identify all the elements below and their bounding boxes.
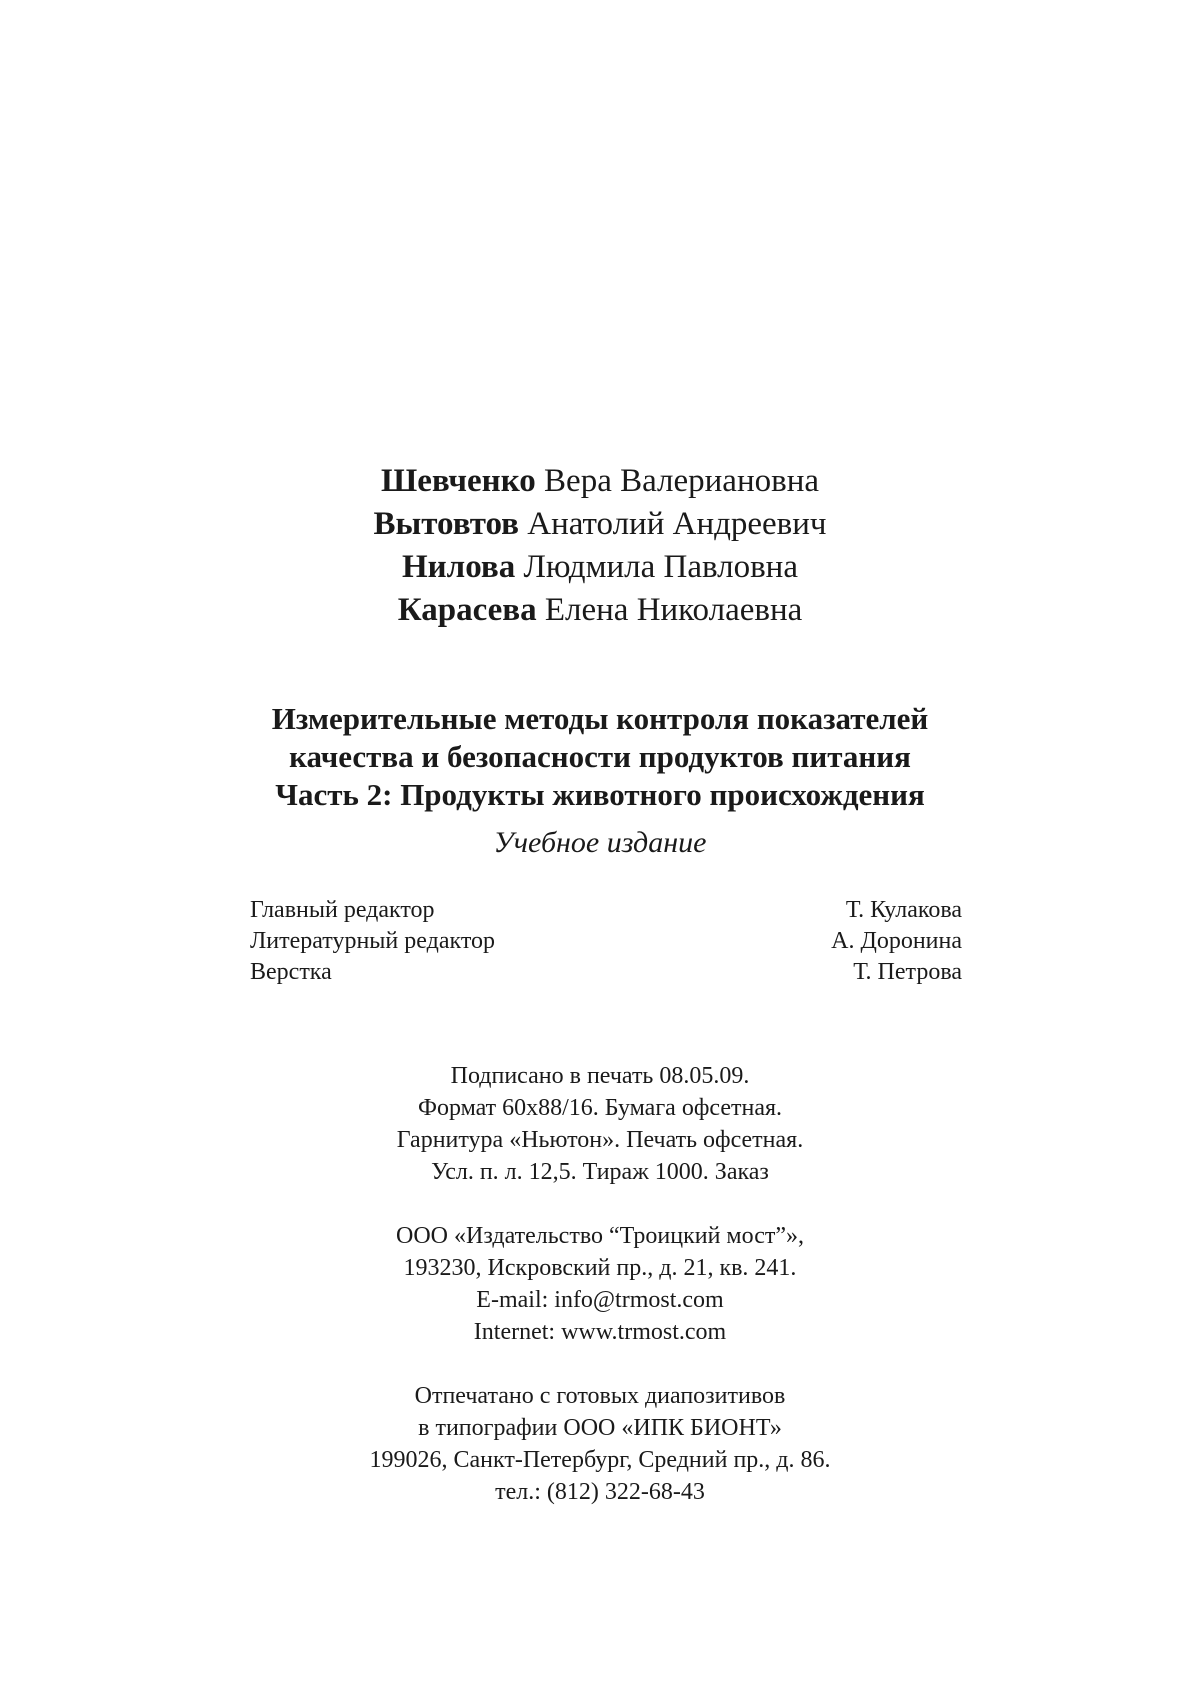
author-line — [0, 460, 1200, 503]
title-line: Часть 2: Продукты животного происхождения — [275, 777, 925, 812]
printer-info — [0, 1380, 1200, 1508]
author-line — [0, 546, 1200, 589]
staff-name: Т. Кулакова — [845, 897, 962, 923]
staff-name: Т. Петрова — [853, 959, 962, 985]
title-line: качества и безопасности продуктов питания — [289, 739, 911, 774]
author-given-names: Вера Валериановна — [544, 463, 820, 499]
editorial-staff — [250, 895, 962, 988]
publisher-info — [0, 1220, 1200, 1348]
staff-row — [250, 895, 962, 926]
publisher-email: E-mail: info@trmost.com — [476, 1287, 724, 1313]
print-detail-line: Гарнитура «Ньютон». Печать офсетная. — [396, 1127, 804, 1153]
author-line — [0, 503, 1200, 546]
author-list — [0, 460, 1200, 632]
publisher-website: Internet: www.trmost.com — [473, 1319, 727, 1345]
staff-role: Верстка — [250, 959, 332, 985]
publisher-line: 193230, Искровский пр., д. 21, кв. 241. — [403, 1255, 797, 1281]
author-surname: Шевченко — [380, 463, 536, 499]
print-detail-line: Подписано в печать 08.05.09. — [450, 1063, 750, 1089]
publisher-line: ООО «Издательство “Троицкий мост”», — [396, 1223, 804, 1249]
author-surname: Нилова — [402, 549, 516, 585]
author-surname: Карасева — [397, 592, 537, 628]
printer-phone: тел.: (812) 322-68-43 — [495, 1479, 705, 1505]
staff-role: Главный редактор — [250, 897, 435, 923]
staff-name: А. Доронина — [831, 928, 962, 954]
author-given-names: Елена Николаевна — [544, 592, 803, 628]
staff-row — [250, 926, 962, 957]
author-surname: Вытовтов — [373, 506, 519, 542]
book-title — [0, 700, 1200, 814]
print-detail-line: Формат 60x88/16. Бумага офсетная. — [417, 1095, 783, 1121]
imprint — [0, 1060, 1200, 1540]
author-given-names: Людмила Павловна — [523, 549, 798, 585]
print-details — [0, 1060, 1200, 1188]
print-detail-line: Усл. п. л. 12,5. Тираж 1000. Заказ — [431, 1159, 769, 1185]
staff-row — [250, 957, 962, 988]
author-given-names: Анатолий Андреевич — [527, 506, 827, 542]
printer-line: 199026, Санкт-Петербург, Средний пр., д. 86. — [369, 1447, 831, 1473]
printer-line: Отпечатано с готовых диапозитивов — [414, 1383, 786, 1409]
edition-type: Учебное издание — [493, 826, 707, 859]
staff-role: Литературный редактор — [250, 928, 495, 954]
author-line — [0, 589, 1200, 632]
printer-line: в типографии ООО «ИПК БИОНТ» — [418, 1415, 782, 1441]
title-line: Измерительные методы контроля показателей — [271, 701, 929, 736]
